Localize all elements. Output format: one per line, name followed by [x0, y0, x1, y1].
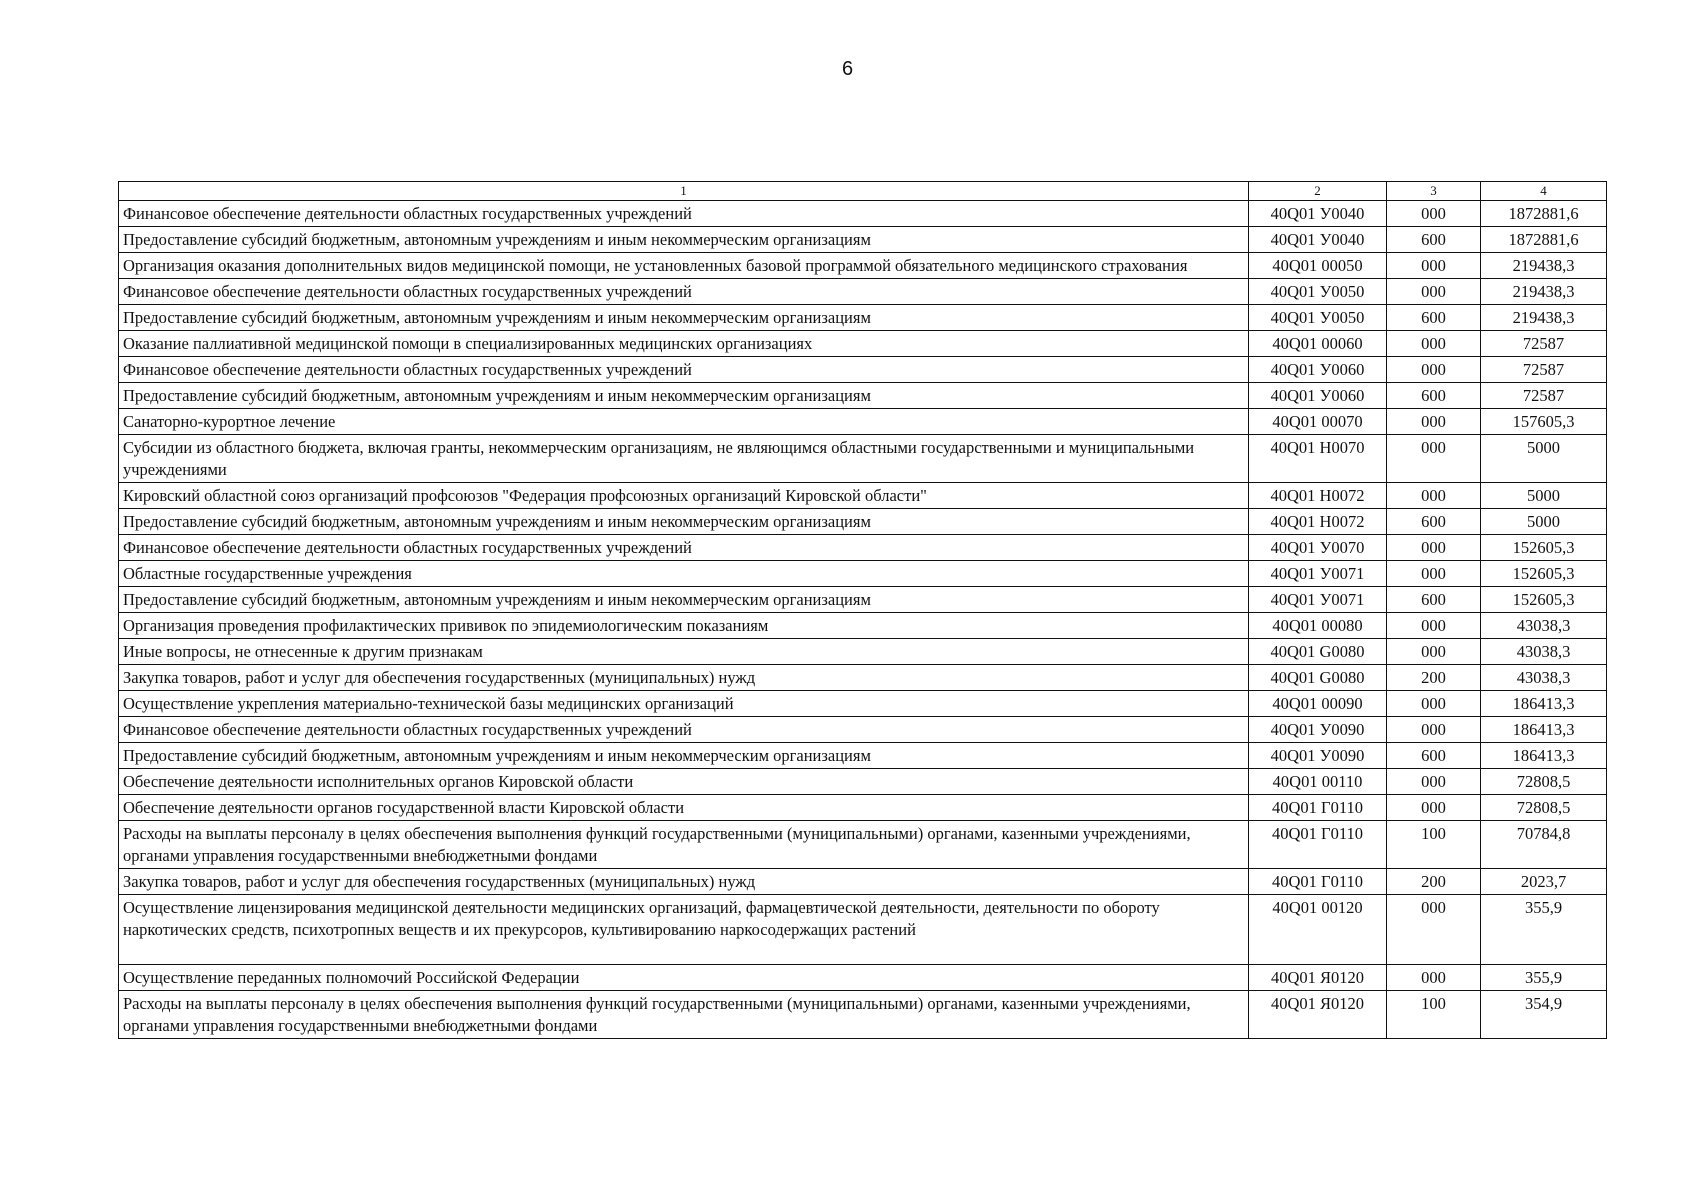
table-row [119, 821, 1607, 869]
row-amount: 5000 [1481, 483, 1607, 509]
row-expense-type: 000 [1387, 639, 1481, 665]
row-expense-type: 100 [1387, 821, 1481, 869]
row-code: 40Q01 Г0110 [1249, 821, 1387, 869]
row-description: Финансовое обеспечение деятельности областных государственных учреждений [119, 535, 1249, 561]
row-amount: 157605,3 [1481, 409, 1607, 435]
row-expense-type: 000 [1387, 435, 1481, 483]
row-amount: 152605,3 [1481, 535, 1607, 561]
row-code: 40Q01 00120 [1249, 895, 1387, 965]
row-amount: 72587 [1481, 383, 1607, 409]
row-expense-type: 000 [1387, 483, 1481, 509]
table-row [119, 357, 1607, 383]
row-expense-type: 000 [1387, 201, 1481, 227]
row-description: Оказание паллиативной медицинской помощи в специализированных медицинских организациях [119, 331, 1249, 357]
row-code: 40Q01 Г0110 [1249, 795, 1387, 821]
row-expense-type: 600 [1387, 509, 1481, 535]
row-description: Финансовое обеспечение деятельности областных государственных учреждений [119, 279, 1249, 305]
table-row [119, 769, 1607, 795]
row-code: 40Q01 Н0070 [1249, 435, 1387, 483]
row-description: Осуществление лицензирования медицинской деятельности медицинских организаций, фармацевтической деятельности, деятельности по обороту наркотических средств, психотропных веществ и их прекурсоров, культивированию наркосодержащих растений [119, 895, 1249, 965]
table-row [119, 201, 1607, 227]
table-row [119, 639, 1607, 665]
row-amount: 1872881,6 [1481, 227, 1607, 253]
row-expense-type: 600 [1387, 743, 1481, 769]
row-description: Кировский областной союз организаций профсоюзов "Федерация профсоюзных организаций Кировской области" [119, 483, 1249, 509]
row-amount: 152605,3 [1481, 561, 1607, 587]
budget-table [118, 181, 1607, 1039]
row-code: 40Q01 У0060 [1249, 357, 1387, 383]
table-row [119, 665, 1607, 691]
table-row [119, 227, 1607, 253]
row-description: Закупка товаров, работ и услуг для обеспечения государственных (муниципальных) нужд [119, 665, 1249, 691]
row-code: 40Q01 Г0110 [1249, 869, 1387, 895]
row-description: Областные государственные учреждения [119, 561, 1249, 587]
row-code: 40Q01 Н0072 [1249, 483, 1387, 509]
column-header-3: 3 [1387, 182, 1481, 201]
row-amount: 5000 [1481, 435, 1607, 483]
row-expense-type: 000 [1387, 331, 1481, 357]
row-expense-type: 000 [1387, 895, 1481, 965]
row-expense-type: 000 [1387, 965, 1481, 991]
row-amount: 43038,3 [1481, 639, 1607, 665]
row-description: Осуществление укрепления материально-технической базы медицинских организаций [119, 691, 1249, 717]
row-code: 40Q01 У0050 [1249, 279, 1387, 305]
row-description: Санаторно-курортное лечение [119, 409, 1249, 435]
column-header-4: 4 [1481, 182, 1607, 201]
row-code: 40Q01 У0040 [1249, 227, 1387, 253]
row-amount: 186413,3 [1481, 691, 1607, 717]
row-amount: 219438,3 [1481, 305, 1607, 331]
table-row [119, 331, 1607, 357]
row-amount: 1872881,6 [1481, 201, 1607, 227]
table-row [119, 561, 1607, 587]
row-description: Финансовое обеспечение деятельности областных государственных учреждений [119, 201, 1249, 227]
table-row [119, 535, 1607, 561]
row-expense-type: 000 [1387, 357, 1481, 383]
row-description: Расходы на выплаты персоналу в целях обеспечения выполнения функций государственными (муниципальными) органами, казенными учреждениями, органами управления государственными внебюджетными фондами [119, 821, 1249, 869]
row-description: Закупка товаров, работ и услуг для обеспечения государственных (муниципальных) нужд [119, 869, 1249, 895]
table-row [119, 869, 1607, 895]
table-row [119, 383, 1607, 409]
table-header-row [119, 182, 1607, 201]
row-description: Предоставление субсидий бюджетным, автономным учреждениям и иным некоммерческим организациям [119, 383, 1249, 409]
table-row [119, 691, 1607, 717]
row-code: 40Q01 G0080 [1249, 665, 1387, 691]
table-row [119, 279, 1607, 305]
row-description: Предоставление субсидий бюджетным, автономным учреждениям и иным некоммерческим организациям [119, 509, 1249, 535]
row-amount: 354,9 [1481, 991, 1607, 1039]
row-description: Расходы на выплаты персоналу в целях обеспечения выполнения функций государственными (муниципальными) органами, казенными учреждениями, органами управления государственными внебюджетными фондами [119, 991, 1249, 1039]
row-amount: 186413,3 [1481, 743, 1607, 769]
column-header-1: 1 [119, 182, 1249, 201]
table-row [119, 587, 1607, 613]
row-amount: 5000 [1481, 509, 1607, 535]
page-number: 6 [841, 58, 854, 80]
row-expense-type: 600 [1387, 305, 1481, 331]
row-code: 40Q01 У0071 [1249, 587, 1387, 613]
row-description: Обеспечение деятельности исполнительных органов Кировской области [119, 769, 1249, 795]
row-description: Осуществление переданных полномочий Российской Федерации [119, 965, 1249, 991]
row-expense-type: 000 [1387, 279, 1481, 305]
row-description: Предоставление субсидий бюджетным, автономным учреждениям и иным некоммерческим организациям [119, 587, 1249, 613]
row-amount: 186413,3 [1481, 717, 1607, 743]
row-expense-type: 000 [1387, 535, 1481, 561]
row-expense-type: 000 [1387, 717, 1481, 743]
row-code: 40Q01 G0080 [1249, 639, 1387, 665]
row-amount: 152605,3 [1481, 587, 1607, 613]
row-code: 40Q01 У0071 [1249, 561, 1387, 587]
table-row [119, 435, 1607, 483]
row-description: Организация оказания дополнительных видов медицинской помощи, не установленных базовой программой обязательного медицинского страхования [119, 253, 1249, 279]
table-row [119, 717, 1607, 743]
row-description: Финансовое обеспечение деятельности областных государственных учреждений [119, 357, 1249, 383]
row-code: 40Q01 Я0120 [1249, 965, 1387, 991]
row-amount: 43038,3 [1481, 613, 1607, 639]
row-amount: 219438,3 [1481, 253, 1607, 279]
row-expense-type: 000 [1387, 253, 1481, 279]
table-row [119, 795, 1607, 821]
row-description: Субсидии из областного бюджета, включая гранты, некоммерческим организациям, не являющимся областными государственными и муниципальными учреждениями [119, 435, 1249, 483]
row-description: Обеспечение деятельности органов государственной власти Кировской области [119, 795, 1249, 821]
row-code: 40Q01 У0070 [1249, 535, 1387, 561]
row-description: Предоставление субсидий бюджетным, автономным учреждениям и иным некоммерческим организациям [119, 305, 1249, 331]
row-amount: 355,9 [1481, 965, 1607, 991]
column-header-2: 2 [1249, 182, 1387, 201]
row-amount: 72587 [1481, 357, 1607, 383]
table-row [119, 509, 1607, 535]
row-amount: 72808,5 [1481, 769, 1607, 795]
table-row [119, 965, 1607, 991]
row-description: Предоставление субсидий бюджетным, автономным учреждениям и иным некоммерческим организациям [119, 743, 1249, 769]
table-row [119, 743, 1607, 769]
row-description: Финансовое обеспечение деятельности областных государственных учреждений [119, 717, 1249, 743]
row-code: 40Q01 00080 [1249, 613, 1387, 639]
row-code: 40Q01 Я0120 [1249, 991, 1387, 1039]
row-expense-type: 000 [1387, 769, 1481, 795]
row-expense-type: 000 [1387, 561, 1481, 587]
row-amount: 219438,3 [1481, 279, 1607, 305]
row-expense-type: 600 [1387, 383, 1481, 409]
row-code: 40Q01 00090 [1249, 691, 1387, 717]
row-code: 40Q01 00060 [1249, 331, 1387, 357]
row-code: 40Q01 У0040 [1249, 201, 1387, 227]
row-code: 40Q01 У0090 [1249, 717, 1387, 743]
row-amount: 2023,7 [1481, 869, 1607, 895]
row-expense-type: 600 [1387, 587, 1481, 613]
row-amount: 43038,3 [1481, 665, 1607, 691]
row-expense-type: 000 [1387, 613, 1481, 639]
row-amount: 70784,8 [1481, 821, 1607, 869]
row-expense-type: 100 [1387, 991, 1481, 1039]
row-code: 40Q01 У0050 [1249, 305, 1387, 331]
table-row [119, 613, 1607, 639]
row-code: 40Q01 00070 [1249, 409, 1387, 435]
row-expense-type: 200 [1387, 665, 1481, 691]
table-row [119, 305, 1607, 331]
row-amount: 72587 [1481, 331, 1607, 357]
row-expense-type: 000 [1387, 691, 1481, 717]
table-row [119, 253, 1607, 279]
row-description: Иные вопросы, не отнесенные к другим признакам [119, 639, 1249, 665]
row-amount: 72808,5 [1481, 795, 1607, 821]
row-code: 40Q01 У0060 [1249, 383, 1387, 409]
row-description: Предоставление субсидий бюджетным, автономным учреждениям и иным некоммерческим организациям [119, 227, 1249, 253]
row-expense-type: 600 [1387, 227, 1481, 253]
budget-table-body [119, 182, 1607, 1039]
table-row [119, 409, 1607, 435]
row-expense-type: 000 [1387, 409, 1481, 435]
row-code: 40Q01 У0090 [1249, 743, 1387, 769]
row-expense-type: 200 [1387, 869, 1481, 895]
row-code: 40Q01 00110 [1249, 769, 1387, 795]
row-code: 40Q01 Н0072 [1249, 509, 1387, 535]
row-amount: 355,9 [1481, 895, 1607, 965]
table-row [119, 991, 1607, 1039]
table-row [119, 483, 1607, 509]
row-code: 40Q01 00050 [1249, 253, 1387, 279]
row-expense-type: 000 [1387, 795, 1481, 821]
table-row [119, 895, 1607, 965]
row-description: Организация проведения профилактических прививок по эпидемиологическим показаниям [119, 613, 1249, 639]
